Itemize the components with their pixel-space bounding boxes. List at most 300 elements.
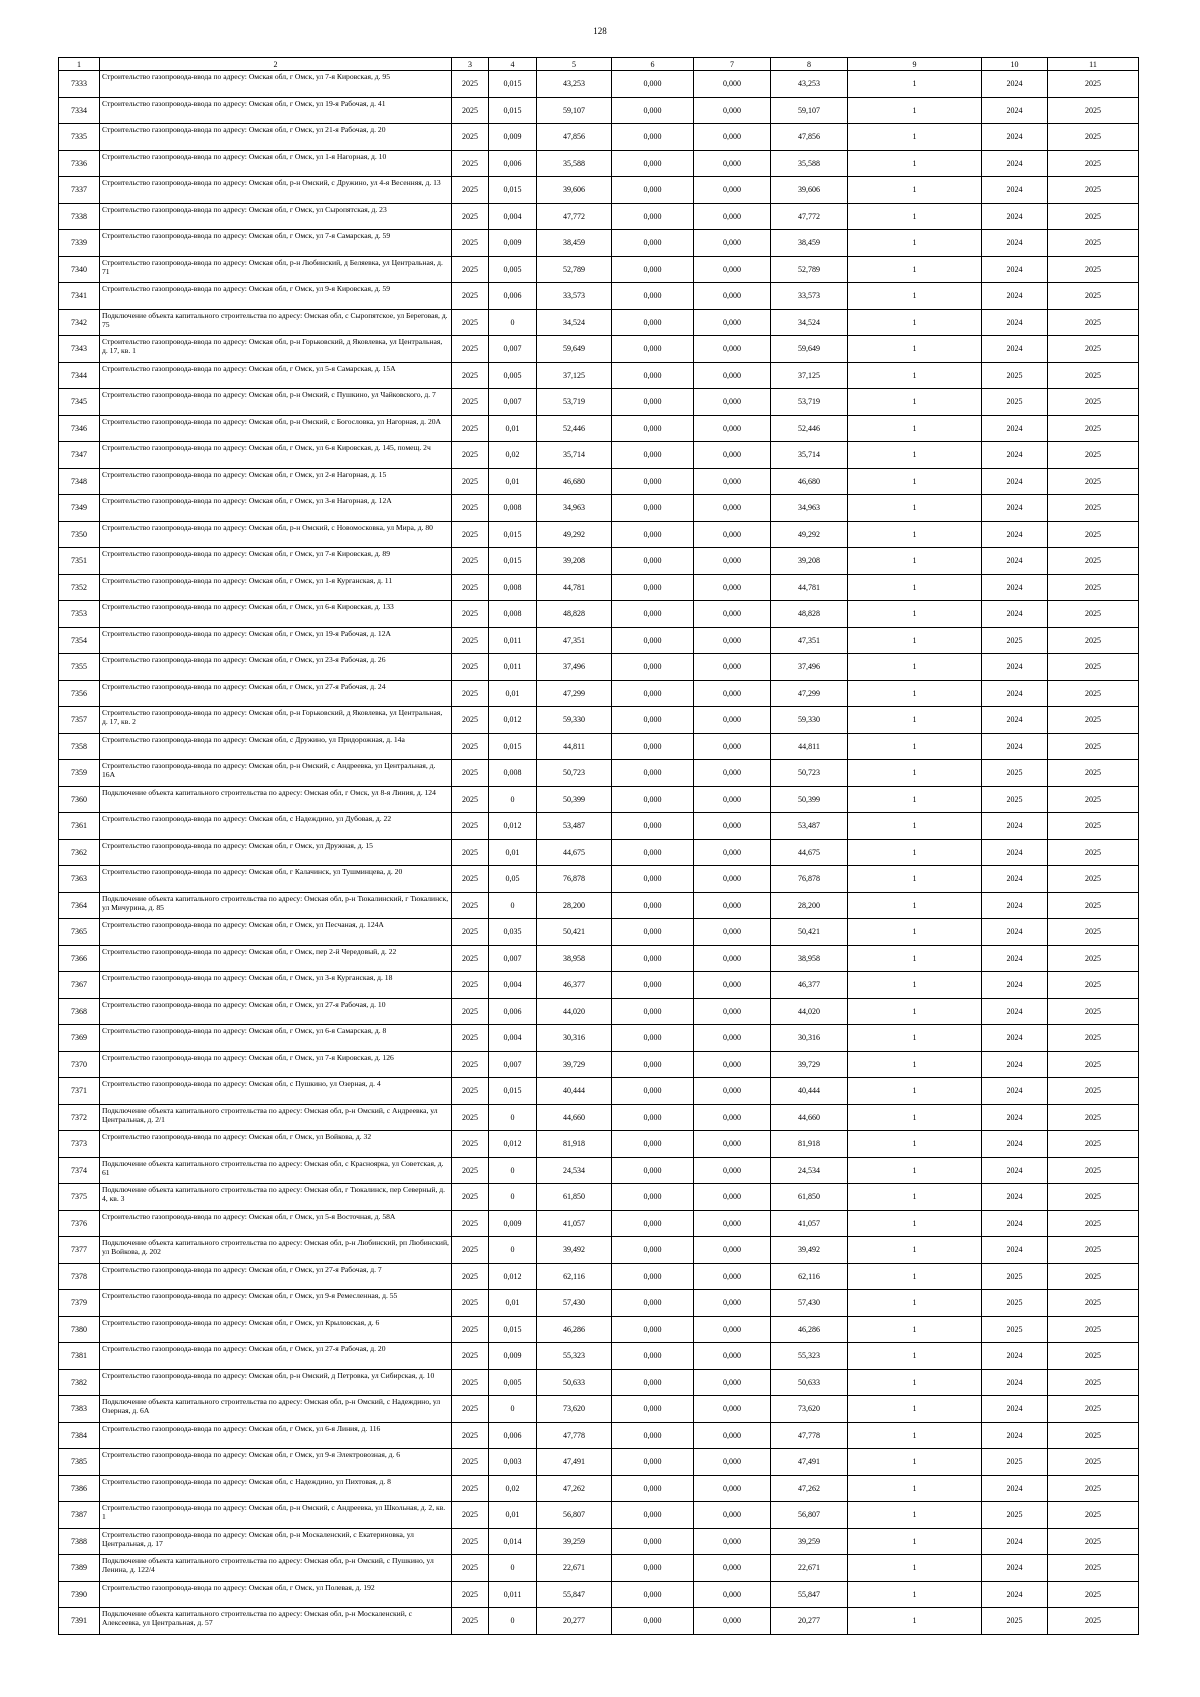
table-cell: 7376 <box>59 1210 100 1237</box>
table-cell: 2025 <box>1048 309 1139 336</box>
table-cell: 0,000 <box>694 786 771 813</box>
table-cell: 2025 <box>1048 389 1139 416</box>
table-cell: 2024 <box>982 945 1048 972</box>
table-cell: 1 <box>848 1422 982 1449</box>
table-cell: 0,015 <box>489 521 537 548</box>
table-cell: 1 <box>848 1025 982 1052</box>
table-cell: 2025 <box>452 1157 489 1184</box>
table-cell: 47,262 <box>537 1475 612 1502</box>
table-cell: 2024 <box>982 919 1048 946</box>
table-cell: 55,847 <box>537 1581 612 1608</box>
table-cell: 2025 <box>452 919 489 946</box>
table-cell: 2025 <box>452 680 489 707</box>
table-cell: 2025 <box>1048 919 1139 946</box>
table-cell: 2024 <box>982 283 1048 310</box>
table-cell: 2025 <box>452 203 489 230</box>
table-cell: 2025 <box>1048 1290 1139 1317</box>
table-cell: 53,487 <box>771 813 848 840</box>
table-cell: 30,316 <box>537 1025 612 1052</box>
row-description-cell: Строительство газопровода-ввода по адресу: Омская обл, р-н Омский, с Андреевка, ул Центральная, д. 16А <box>100 760 452 787</box>
table-cell: 0 <box>489 1608 537 1635</box>
table-cell: 2025 <box>1048 1025 1139 1052</box>
table-cell: 0,006 <box>489 998 537 1025</box>
table-row <box>59 124 1139 151</box>
table-cell: 7370 <box>59 1051 100 1078</box>
table-cell: 7381 <box>59 1343 100 1370</box>
row-description-cell: Строительство газопровода-ввода по адресу: Омская обл, р-н Горьковский, д Яковлевка, ул Центральная, д. 17, кв. 1 <box>100 336 452 363</box>
row-description-cell: Строительство газопровода-ввода по адресу: Омская обл, г Омск, ул 9-я Электровозная, д. 6 <box>100 1449 452 1476</box>
table-cell: 0,02 <box>489 1475 537 1502</box>
table-cell: 0,011 <box>489 627 537 654</box>
table-cell: 50,399 <box>771 786 848 813</box>
table-cell: 0,000 <box>612 760 694 787</box>
table-cell: 0,000 <box>612 1131 694 1158</box>
row-description-cell: Строительство газопровода-ввода по адресу: Омская обл, г Омск, ул Песчаная, д. 124А <box>100 919 452 946</box>
table-cell: 2025 <box>452 1316 489 1343</box>
row-description-cell: Строительство газопровода-ввода по адресу: Омская обл, г Омск, ул 6-я Самарская, д. 8 <box>100 1025 452 1052</box>
table-cell: 2025 <box>452 362 489 389</box>
row-description-cell: Строительство газопровода-ввода по адресу: Омская обл, г Калачинск, ул Тушминцева, д. 20 <box>100 866 452 893</box>
table-cell: 2024 <box>982 1581 1048 1608</box>
table-cell: 2025 <box>982 1316 1048 1343</box>
table-row <box>59 150 1139 177</box>
table-cell: 39,729 <box>537 1051 612 1078</box>
table-cell: 1 <box>848 786 982 813</box>
table-cell: 0,000 <box>694 468 771 495</box>
table-cell: 1 <box>848 389 982 416</box>
table-cell: 7362 <box>59 839 100 866</box>
row-description-cell: Подключение объекта капитального строительства по адресу: Омская обл, г Омск, ул 8-я Линия, д. 124 <box>100 786 452 813</box>
table-cell: 1 <box>848 733 982 760</box>
table-cell: 0,000 <box>694 627 771 654</box>
table-cell: 2024 <box>982 574 1048 601</box>
header-row <box>59 58 1139 71</box>
table-cell: 2025 <box>1048 1131 1139 1158</box>
table-cell: 7361 <box>59 813 100 840</box>
table-cell: 0,000 <box>612 733 694 760</box>
table-cell: 0,000 <box>612 150 694 177</box>
table-cell: 0,006 <box>489 1422 537 1449</box>
table-cell: 2025 <box>1048 733 1139 760</box>
table-cell: 1 <box>848 654 982 681</box>
table-cell: 1 <box>848 1210 982 1237</box>
table-cell: 2024 <box>982 71 1048 98</box>
table-cell: 0,000 <box>612 1210 694 1237</box>
table-cell: 0,000 <box>694 839 771 866</box>
table-row <box>59 892 1139 919</box>
table-cell: 2025 <box>452 945 489 972</box>
table-cell: 1 <box>848 442 982 469</box>
table-cell: 56,807 <box>537 1502 612 1529</box>
table-cell: 2025 <box>452 601 489 628</box>
table-cell: 2025 <box>452 1131 489 1158</box>
table-cell: 0,000 <box>694 362 771 389</box>
table-cell: 2025 <box>452 707 489 734</box>
table-cell: 0,000 <box>694 309 771 336</box>
table-cell: 0,000 <box>612 866 694 893</box>
table-cell: 50,723 <box>537 760 612 787</box>
table-cell: 55,323 <box>537 1343 612 1370</box>
table-row <box>59 495 1139 522</box>
table-cell: 0,000 <box>612 707 694 734</box>
table-cell: 1 <box>848 813 982 840</box>
table-cell: 43,253 <box>537 71 612 98</box>
table-cell: 0,000 <box>612 1157 694 1184</box>
table-cell: 2024 <box>982 892 1048 919</box>
table-cell: 7382 <box>59 1369 100 1396</box>
table-cell: 0,005 <box>489 256 537 283</box>
table-cell: 1 <box>848 1051 982 1078</box>
table-cell: 7344 <box>59 362 100 389</box>
table-row <box>59 866 1139 893</box>
table-cell: 1 <box>848 680 982 707</box>
table-row <box>59 733 1139 760</box>
table-cell: 0 <box>489 892 537 919</box>
table-cell: 46,680 <box>537 468 612 495</box>
table-cell: 59,330 <box>771 707 848 734</box>
table-cell: 47,491 <box>537 1449 612 1476</box>
table-cell: 0,000 <box>612 601 694 628</box>
table-cell: 2025 <box>452 521 489 548</box>
table-cell: 2024 <box>982 707 1048 734</box>
table-row <box>59 71 1139 98</box>
table-cell: 41,057 <box>537 1210 612 1237</box>
row-description-cell: Подключение объекта капитального строительства по адресу: Омская обл, р-н Омский, с Пушкино, ул Ленина, д. 122/4 <box>100 1555 452 1582</box>
table-cell: 2025 <box>452 1528 489 1555</box>
table-row <box>59 309 1139 336</box>
table-cell: 39,208 <box>771 548 848 575</box>
table-cell: 50,633 <box>771 1369 848 1396</box>
table-row <box>59 945 1139 972</box>
table-cell: 0,000 <box>612 548 694 575</box>
table-cell: 0,015 <box>489 1078 537 1105</box>
table-row <box>59 548 1139 575</box>
table-cell: 39,606 <box>771 177 848 204</box>
table-cell: 62,116 <box>537 1263 612 1290</box>
table-cell: 1 <box>848 548 982 575</box>
table-cell: 2024 <box>982 733 1048 760</box>
table-cell: 2025 <box>1048 1343 1139 1370</box>
table-cell: 0,006 <box>489 150 537 177</box>
table-cell: 0,000 <box>612 256 694 283</box>
row-description-cell: Строительство газопровода-ввода по адресу: Омская обл, г Омск, ул 6-я Кировская, д. 133 <box>100 601 452 628</box>
table-cell: 7358 <box>59 733 100 760</box>
table-cell: 52,789 <box>537 256 612 283</box>
table-row <box>59 1316 1139 1343</box>
table-cell: 0,000 <box>694 1131 771 1158</box>
table-cell: 1 <box>848 97 982 124</box>
table-cell: 0,000 <box>694 1528 771 1555</box>
table-cell: 47,351 <box>537 627 612 654</box>
table-cell: 40,444 <box>771 1078 848 1105</box>
table-cell: 53,487 <box>537 813 612 840</box>
table-cell: 2024 <box>982 97 1048 124</box>
table-cell: 0,000 <box>612 230 694 257</box>
table-cell: 59,107 <box>771 97 848 124</box>
table-cell: 44,660 <box>537 1104 612 1131</box>
table-cell: 2024 <box>982 124 1048 151</box>
table-cell: 0,011 <box>489 1581 537 1608</box>
table-row <box>59 230 1139 257</box>
table-cell: 0,000 <box>612 1581 694 1608</box>
table-cell: 0,000 <box>694 733 771 760</box>
table-cell: 2025 <box>452 1210 489 1237</box>
table-cell: 7335 <box>59 124 100 151</box>
table-cell: 1 <box>848 1369 982 1396</box>
table-cell: 43,253 <box>771 71 848 98</box>
table-cell: 0,000 <box>694 998 771 1025</box>
table-cell: 2025 <box>1048 150 1139 177</box>
table-cell: 2024 <box>982 866 1048 893</box>
table-cell: 2025 <box>452 230 489 257</box>
table-cell: 7365 <box>59 919 100 946</box>
table-cell: 0,01 <box>489 468 537 495</box>
table-cell: 0,000 <box>694 1502 771 1529</box>
table-cell: 2025 <box>452 442 489 469</box>
row-description-cell: Строительство газопровода-ввода по адресу: Омская обл, г Омск, ул 27-я Рабочая, д. 20 <box>100 1343 452 1370</box>
table-cell: 2024 <box>982 1210 1048 1237</box>
table-cell: 0,000 <box>694 601 771 628</box>
table-cell: 37,125 <box>771 362 848 389</box>
table-cell: 39,259 <box>537 1528 612 1555</box>
table-cell: 7359 <box>59 760 100 787</box>
table-cell: 7386 <box>59 1475 100 1502</box>
table-cell: 7389 <box>59 1555 100 1582</box>
row-description-cell: Строительство газопровода-ввода по адресу: Омская обл, г Омск, ул 1-я Нагорная, д. 10 <box>100 150 452 177</box>
table-cell: 1 <box>848 309 982 336</box>
row-description-cell: Строительство газопровода-ввода по адресу: Омская обл, г Омск, ул 19-я Рабочая, д. 41 <box>100 97 452 124</box>
row-description-cell: Строительство газопровода-ввода по адресу: Омская обл, г Омск, ул 9-я Кировская, д. 59 <box>100 283 452 310</box>
table-cell: 81,918 <box>537 1131 612 1158</box>
table-cell: 0,000 <box>694 1422 771 1449</box>
table-cell: 0,000 <box>612 1078 694 1105</box>
table-cell: 2025 <box>1048 1237 1139 1264</box>
row-description-cell: Строительство газопровода-ввода по адресу: Омская обл, р-н Омский, с Дружино, ул 4-я Весенняя, д. 13 <box>100 177 452 204</box>
table-cell: 7357 <box>59 707 100 734</box>
row-description-cell: Строительство газопровода-ввода по адресу: Омская обл, г Омск, ул 3-я Курганская, д. 18 <box>100 972 452 999</box>
table-row <box>59 1608 1139 1635</box>
table-cell: 50,723 <box>771 760 848 787</box>
table-cell: 1 <box>848 627 982 654</box>
table-cell: 30,316 <box>771 1025 848 1052</box>
table-cell: 47,778 <box>537 1422 612 1449</box>
table-cell: 0 <box>489 1184 537 1211</box>
table-cell: 0,000 <box>612 309 694 336</box>
table-cell: 40,444 <box>537 1078 612 1105</box>
table-cell: 2025 <box>452 1078 489 1105</box>
table-cell: 2025 <box>1048 177 1139 204</box>
table-cell: 2025 <box>1048 601 1139 628</box>
table-row <box>59 1184 1139 1211</box>
table-cell: 7371 <box>59 1078 100 1105</box>
table-cell: 0,000 <box>694 1210 771 1237</box>
table-cell: 0,01 <box>489 839 537 866</box>
column-header: 4 <box>489 58 537 71</box>
table-cell: 2025 <box>1048 1449 1139 1476</box>
table-cell: 0,008 <box>489 760 537 787</box>
table-cell: 0,007 <box>489 336 537 363</box>
table-cell: 0,000 <box>694 283 771 310</box>
table-cell: 2025 <box>452 71 489 98</box>
table-cell: 0,015 <box>489 1316 537 1343</box>
table-cell: 61,850 <box>537 1184 612 1211</box>
table-cell: 2025 <box>1048 866 1139 893</box>
column-header: 2 <box>100 58 452 71</box>
table-cell: 0,000 <box>612 945 694 972</box>
table-cell: 2025 <box>452 866 489 893</box>
table-cell: 7369 <box>59 1025 100 1052</box>
table-cell: 1 <box>848 336 982 363</box>
table-row <box>59 468 1139 495</box>
table-cell: 2025 <box>1048 495 1139 522</box>
table-row <box>59 389 1139 416</box>
table-cell: 0,000 <box>612 203 694 230</box>
row-description-cell: Строительство газопровода-ввода по адресу: Омская обл, р-н Омский, с Богословка, ул Нагорная, д. 20А <box>100 415 452 442</box>
table-cell: 0,000 <box>612 336 694 363</box>
table-cell: 2025 <box>982 389 1048 416</box>
row-description-cell: Подключение объекта капитального строительства по адресу: Омская обл, р-н Москаленский, с Алексеевка, ул Центральная, д. 57 <box>100 1608 452 1635</box>
table-cell: 0,000 <box>694 1157 771 1184</box>
table-row <box>59 1263 1139 1290</box>
table-cell: 39,259 <box>771 1528 848 1555</box>
table-cell: 2025 <box>1048 283 1139 310</box>
table-cell: 7379 <box>59 1290 100 1317</box>
table-cell: 2025 <box>452 1025 489 1052</box>
table-cell: 1 <box>848 1449 982 1476</box>
table-cell: 47,772 <box>771 203 848 230</box>
row-description-cell: Строительство газопровода-ввода по адресу: Омская обл, г Омск, ул 9-я Ремесленная, д. 55 <box>100 1290 452 1317</box>
table-cell: 2025 <box>1048 892 1139 919</box>
table-row <box>59 1343 1139 1370</box>
table-cell: 2025 <box>1048 627 1139 654</box>
table-cell: 53,719 <box>537 389 612 416</box>
table-cell: 2024 <box>982 601 1048 628</box>
table-cell: 1 <box>848 283 982 310</box>
table-cell: 7391 <box>59 1608 100 1635</box>
table-row <box>59 1475 1139 1502</box>
table-cell: 0,000 <box>694 1078 771 1105</box>
table-cell: 76,878 <box>771 866 848 893</box>
table-cell: 2024 <box>982 1157 1048 1184</box>
table-cell: 37,125 <box>537 362 612 389</box>
table-cell: 2024 <box>982 1343 1048 1370</box>
row-description-cell: Строительство газопровода-ввода по адресу: Омская обл, г Омск, ул 5-я Самарская, д. 15А <box>100 362 452 389</box>
page-number: 128 <box>593 26 607 36</box>
table-row <box>59 336 1139 363</box>
table-cell: 0,008 <box>489 574 537 601</box>
table-cell: 2025 <box>1048 71 1139 98</box>
table-row <box>59 972 1139 999</box>
table-cell: 0,011 <box>489 654 537 681</box>
row-description-cell: Строительство газопровода-ввода по адресу: Омская обл, г Омск, ул 27-я Рабочая, д. 7 <box>100 1263 452 1290</box>
table-cell: 0,004 <box>489 972 537 999</box>
table-cell: 0,000 <box>694 97 771 124</box>
table-cell: 47,856 <box>771 124 848 151</box>
table-row <box>59 1025 1139 1052</box>
table-cell: 0,000 <box>612 1502 694 1529</box>
table-cell: 2024 <box>982 309 1048 336</box>
table-cell: 1 <box>848 1396 982 1423</box>
table-cell: 7372 <box>59 1104 100 1131</box>
row-description-cell: Строительство газопровода-ввода по адресу: Омская обл, г Омск, ул Крыловская, д. 6 <box>100 1316 452 1343</box>
table-cell: 2025 <box>452 1290 489 1317</box>
table-row <box>59 998 1139 1025</box>
table-cell: 59,649 <box>537 336 612 363</box>
table-cell: 2025 <box>982 1502 1048 1529</box>
table-cell: 0 <box>489 1396 537 1423</box>
table-cell: 44,675 <box>771 839 848 866</box>
column-header: 9 <box>848 58 982 71</box>
table-cell: 2025 <box>1048 230 1139 257</box>
row-description-cell: Строительство газопровода-ввода по адресу: Омская обл, р-н Любинский, д Беляевка, ул Центральная, д. 71 <box>100 256 452 283</box>
table-cell: 7390 <box>59 1581 100 1608</box>
table-cell: 44,020 <box>537 998 612 1025</box>
table-cell: 0,000 <box>612 1025 694 1052</box>
table-cell: 0,000 <box>694 680 771 707</box>
table-cell: 7334 <box>59 97 100 124</box>
table-cell: 48,828 <box>537 601 612 628</box>
table-cell: 2024 <box>982 972 1048 999</box>
table-cell: 0,009 <box>489 1343 537 1370</box>
column-header: 11 <box>1048 58 1139 71</box>
table-cell: 2025 <box>452 1237 489 1264</box>
table-cell: 7339 <box>59 230 100 257</box>
table-row <box>59 1157 1139 1184</box>
table-row <box>59 256 1139 283</box>
table-cell: 47,856 <box>537 124 612 151</box>
table-cell: 2025 <box>1048 1396 1139 1423</box>
table-cell: 0,000 <box>612 1528 694 1555</box>
table-cell: 0,000 <box>612 362 694 389</box>
table-cell: 0,01 <box>489 415 537 442</box>
table-cell: 2025 <box>982 1608 1048 1635</box>
table-cell: 37,496 <box>537 654 612 681</box>
table-cell: 56,807 <box>771 1502 848 1529</box>
table-row <box>59 203 1139 230</box>
table-row <box>59 601 1139 628</box>
table-cell: 55,323 <box>771 1343 848 1370</box>
table-cell: 2025 <box>1048 548 1139 575</box>
table-cell: 2024 <box>982 230 1048 257</box>
table-cell: 2025 <box>1048 1078 1139 1105</box>
table-cell: 61,850 <box>771 1184 848 1211</box>
table-cell: 0,004 <box>489 203 537 230</box>
row-description-cell: Подключение объекта капитального строительства по адресу: Омская обл, р-н Тюкалинский, г Тюкалинск, ул Мичурина, д. 85 <box>100 892 452 919</box>
table-cell: 0,007 <box>489 945 537 972</box>
row-description-cell: Строительство газопровода-ввода по адресу: Омская обл, г Омск, ул 7-я Самарская, д. 59 <box>100 230 452 257</box>
column-header: 1 <box>59 58 100 71</box>
table-cell: 1 <box>848 1131 982 1158</box>
table-row <box>59 786 1139 813</box>
table-cell: 1 <box>848 892 982 919</box>
table-cell: 0,000 <box>694 707 771 734</box>
table-row <box>59 1104 1139 1131</box>
table-cell: 2025 <box>1048 1422 1139 1449</box>
table-cell: 0,000 <box>612 998 694 1025</box>
table-cell: 46,286 <box>771 1316 848 1343</box>
table-cell: 0,000 <box>694 150 771 177</box>
table-cell: 0,01 <box>489 1502 537 1529</box>
table-cell: 1 <box>848 203 982 230</box>
table-cell: 39,492 <box>537 1237 612 1264</box>
table-cell: 7338 <box>59 203 100 230</box>
table-cell: 2025 <box>1048 1051 1139 1078</box>
table-cell: 37,496 <box>771 654 848 681</box>
table-cell: 44,675 <box>537 839 612 866</box>
table-cell: 2025 <box>452 839 489 866</box>
table-cell: 20,277 <box>537 1608 612 1635</box>
table-cell: 0,000 <box>612 892 694 919</box>
